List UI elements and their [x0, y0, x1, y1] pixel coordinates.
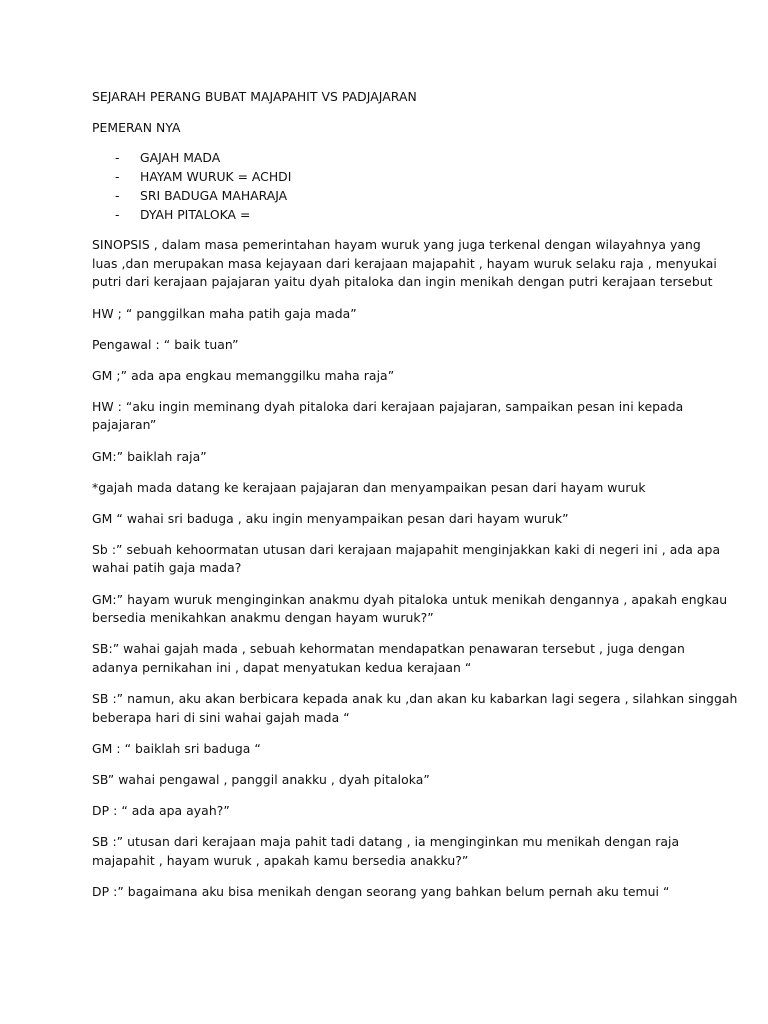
dialogue-line-continued: majapahit , hayam wuruk , apakah kamu bersedia anakku?” — [92, 853, 469, 868]
synopsis-line: SINOPSIS , dalam masa pemerintahan hayam wuruk yang juga terkenal dengan wilayahnya yang — [92, 237, 701, 252]
cast-name: DYAH PITALOKA = — [140, 207, 251, 222]
document-title: SEJARAH PERANG BUBAT MAJAPAHIT VS PADJAJARAN — [92, 89, 417, 104]
synopsis-line: putri dari kerajaan pajajaran yaitu dyah pitaloka dan ingin menikah dengan putri kerajaan tersebut — [92, 274, 713, 289]
dialogue-line: HW : “aku ingin meminang dyah pitaloka dari kerajaan pajajaran, sampaikan pesan ini kepada — [92, 399, 684, 414]
bullet-dash: - — [115, 188, 120, 203]
bullet-dash: - — [115, 207, 120, 222]
cast-name: GAJAH MADA — [140, 150, 221, 165]
dialogue-line: GM:” hayam wuruk menginginkan anakmu dyah pitaloka untuk menikah dengannya , apakah engkau — [92, 592, 728, 607]
dialogue-line: DP : “ ada apa ayah?” — [92, 803, 230, 818]
dialogue-line: GM ;” ada apa engkau memanggilku maha raja” — [92, 368, 395, 383]
dialogue-line-continued: bersedia menikahkan anakmu dengan hayam wuruk?” — [92, 610, 434, 625]
dialogue-line: Pengawal : “ baik tuan” — [92, 337, 239, 352]
dialogue-line: GM:” baiklah raja” — [92, 449, 207, 464]
dialogue-line: HW ; “ panggilkan maha patih gaja mada” — [92, 306, 357, 321]
bullet-dash: - — [115, 150, 120, 165]
dialogue-line: GM : “ baiklah sri baduga “ — [92, 741, 261, 756]
dialogue-line: SB:” wahai gajah mada , sebuah kehormatan mendapatkan penawaran tersebut , juga dengan — [92, 641, 685, 656]
dialogue-line: GM “ wahai sri baduga , aku ingin menyampaikan pesan dari hayam wuruk” — [92, 511, 569, 526]
dialogue-line: SB :” namun, aku akan berbicara kepada anak ku ,dan akan ku kabarkan lagi segera , silahkan singgah — [92, 691, 738, 706]
dialogue-line: SB” wahai pengawal , panggil anakku , dyah pitaloka” — [92, 772, 430, 787]
dialogue-line: DP :” bagaimana aku bisa menikah dengan seorang yang bahkan belum pernah aku temui “ — [92, 884, 670, 899]
synopsis-line: luas ,dan merupakan masa kejayaan dari kerajaan majapahit , hayam wuruk selaku raja , menyukai — [92, 256, 717, 271]
cast-name: SRI BADUGA MAHARAJA — [140, 188, 288, 203]
dialogue-line-continued: wahai patih gaja mada? — [92, 560, 242, 575]
bullet-dash: - — [115, 169, 120, 184]
dialogue-line-continued: pajajaran” — [92, 417, 157, 432]
cast-name: HAYAM WURUK = ACHDI — [140, 169, 292, 184]
dialogue-line: SB :” utusan dari kerajaan maja pahit tadi datang , ia menginginkan mu menikah dengan raja — [92, 834, 680, 849]
dialogue-line-continued: beberapa hari di sini wahai gajah mada “ — [92, 710, 350, 725]
dialogue-line: Sb :” sebuah kehoormatan utusan dari kerajaan majapahit menginjakkan kaki di negeri ini , ada apa — [92, 542, 721, 557]
dialogue-line-continued: adanya pernikahan ini , dapat menyatukan kedua kerajaan “ — [92, 660, 472, 675]
cast-heading: PEMERAN NYA — [92, 120, 181, 135]
stage-direction: *gajah mada datang ke kerajaan pajajaran dan menyampaikan pesan dari hayam wuruk — [92, 480, 646, 495]
